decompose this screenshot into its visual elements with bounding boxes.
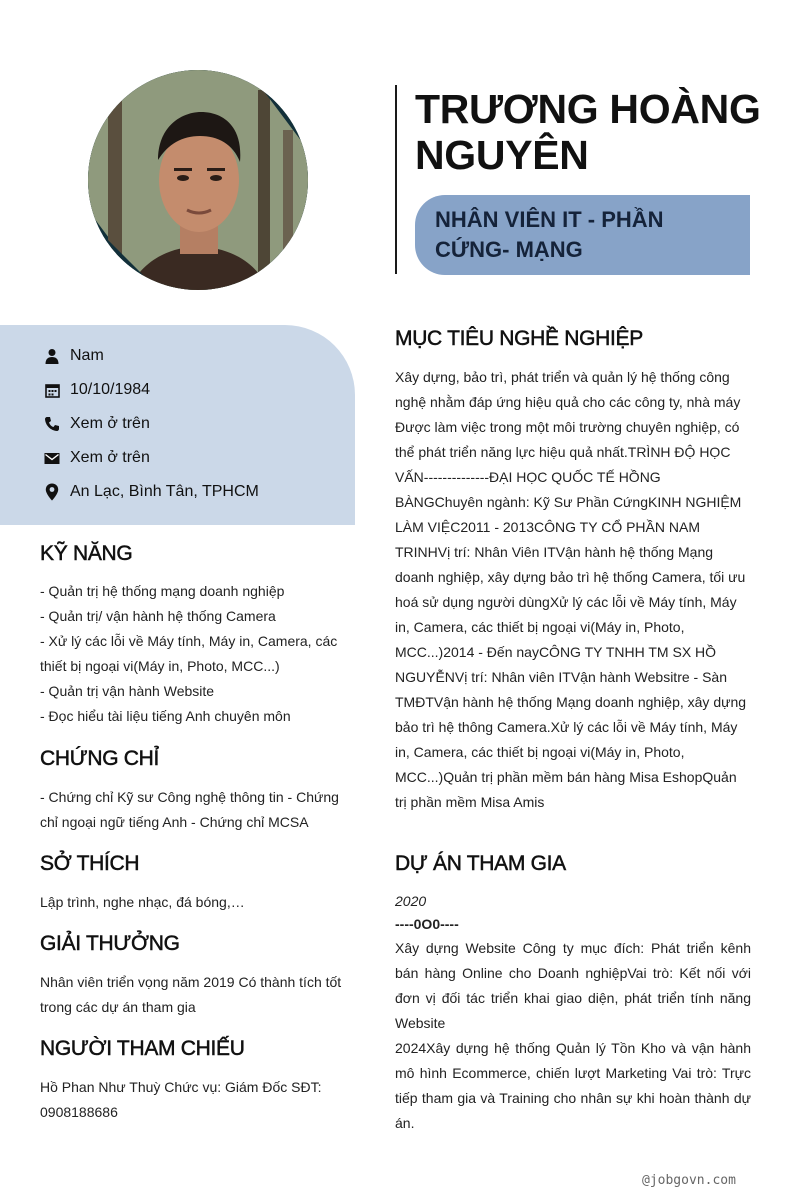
project-year: 2020 bbox=[395, 893, 427, 909]
job-title: NHÂN VIÊN IT - PHẦN CỨNG- MẠNG bbox=[435, 207, 664, 262]
list-item: - Quản trị/ vận hành hệ thống Camera bbox=[40, 608, 276, 624]
name-divider bbox=[395, 85, 397, 274]
watermark: @jobgovn.com bbox=[642, 1173, 736, 1188]
skills-list bbox=[40, 579, 345, 729]
awards-text: Nhân viên triển vọng năm 2019 Có thành tích tốt trong các dự án tham gia bbox=[40, 974, 342, 1015]
profile-photo bbox=[88, 70, 308, 290]
skills-heading: KỸ NĂNG bbox=[40, 542, 133, 565]
certificates-heading: CHỨNG CHỈ bbox=[40, 747, 160, 770]
list-item: - Đọc hiểu tài liệu tiếng Anh chuyên môn bbox=[40, 708, 291, 724]
awards-heading: GIẢI THƯỞNG bbox=[40, 932, 180, 955]
contact-birthdate bbox=[42, 378, 150, 402]
hobbies-heading: SỞ THÍCH bbox=[40, 852, 140, 875]
list-item: - Quản trị vận hành Website bbox=[40, 683, 215, 699]
references-heading: NGƯỜI THAM CHIẾU bbox=[40, 1037, 245, 1060]
location-icon bbox=[42, 482, 62, 502]
projects-heading: DỰ ÁN THAM GIA bbox=[395, 852, 566, 875]
phone-value: Xem ở trên bbox=[70, 415, 150, 432]
mail-icon bbox=[42, 448, 62, 468]
contact-phone bbox=[42, 412, 150, 436]
birthdate-value: 10/10/1984 bbox=[70, 381, 151, 398]
project-description-2: 2024Xây dựng hệ thống Quản lý Tồn Kho và vận hành mô hình Ecommerce, chiến lượt Marketing Vai trò: Trực tiếp tham gia và Training cho nhân sự khi hoàn thành dự án. bbox=[395, 1040, 751, 1131]
gender-value: Nam bbox=[70, 347, 104, 364]
project-subtitle: ----0O0---- bbox=[395, 916, 459, 932]
calendar-icon bbox=[42, 380, 62, 400]
references-text: Hồ Phan Như Thuỳ Chức vụ: Giám Đốc SĐT: 0908188686 bbox=[40, 1079, 322, 1120]
list-item: - Quản trị hệ thống mạng doanh nghiệp bbox=[40, 583, 285, 599]
contact-gender bbox=[42, 344, 104, 368]
address-value: An Lạc, Bình Tân, TPHCM bbox=[70, 483, 259, 500]
candidate-name: TRƯƠNG HOÀNG NGUYÊN bbox=[415, 86, 761, 178]
contact-address bbox=[42, 480, 259, 504]
phone-icon bbox=[42, 414, 62, 434]
job-title-badge bbox=[415, 195, 750, 275]
email-value: Xem ở trên bbox=[70, 449, 150, 466]
contact-email bbox=[42, 446, 150, 470]
person-icon bbox=[42, 346, 62, 366]
certificates-text: - Chứng chỉ Kỹ sư Công nghệ thông tin - Chứng chỉ ngoại ngữ tiếng Anh - Chứng chỉ MCSA bbox=[40, 789, 339, 830]
project-description: Xây dựng Website Công ty mục đích: Phát triển kênh bán hàng Online cho Doanh nghiệpVai trò: Kết nối với đơn vị đối tác triển khai giao diện, phát triển tính năng Website bbox=[395, 940, 751, 1031]
hobbies-text: Lập trình, nghe nhạc, đá bóng,… bbox=[40, 894, 245, 910]
list-item: - Xử lý các lỗi về Máy tính, Máy in, Camera, các thiết bị ngoại vi(Máy in, Photo, MCC...) bbox=[40, 633, 338, 674]
objective-heading: MỤC TIÊU NGHỀ NGHIỆP bbox=[395, 327, 643, 350]
objective-text: Xây dựng, bảo trì, phát triển và quản lý hệ thống công nghệ nhằm đáp ứng hiệu quả cho các công ty, nhà máy Được làm việc trong một môi trường chuyên nghiệp, có thể phát triển năng lực hiệu quả nhất.TRÌNH ĐỘ HỌC VẤN--------------ĐẠI HỌC QUỐC TẾ HỒNG BÀNGChuyên ngành: Kỹ Sư Phần CứngKINH NGHIỆM LÀM VIỆC2011 - 2013CÔNG TY CỔ PHẦN NAM TRINHVị trí: Nhân Viên ITVận hành hệ thống Mạng doanh nghiệp, xây dựng bảo trì hệ thống Camera, tối ưu hoá sử dụng người dùngXử lý các lỗi về Máy tính, Máy in, Camera, các thiết bị ngoại vi(Máy in, Photo, MCC...)2014 - Đến nayCÔNG TY TNHH TM SX HỒ NGUYỄNVị trí: Nhân viên ITVận hành Websitre - Sàn TMĐTVận hành hệ thống Mạng doanh nghiệp, xây dựng bảo trì hệ thông Camera.Xử lý các lỗi về Máy tính, Máy in, Camera, các thiết bị ngoại vi(Máy in, Photo, MCC...)Quản trị phần mềm bán hàng Misa EshopQuản trị phần mềm Misa Amis bbox=[395, 369, 747, 810]
